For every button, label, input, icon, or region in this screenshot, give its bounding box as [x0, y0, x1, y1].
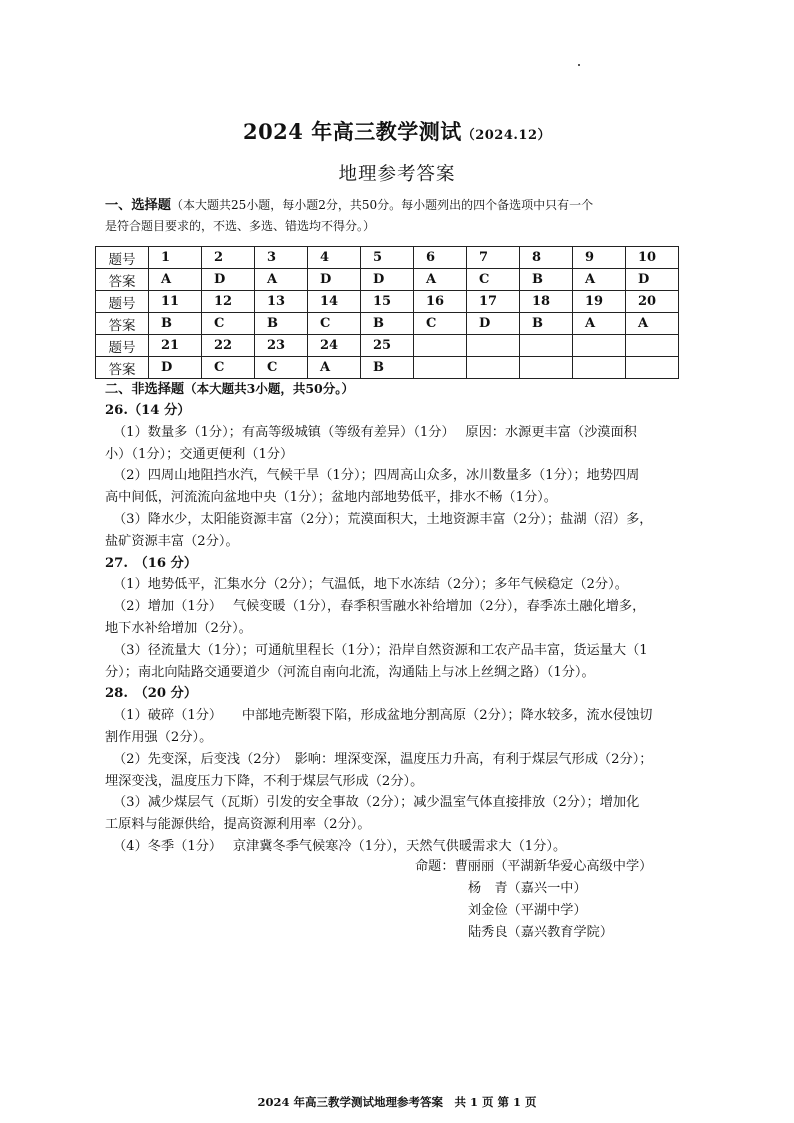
question-number-cell: 24 [308, 335, 361, 357]
answer-cell: D [361, 269, 414, 291]
question-number-label: 题号 [96, 335, 149, 357]
answers-body [105, 400, 695, 858]
q28-line-1: （1）破碎（1分） 中部地壳断裂下陷，形成盆地分割高原（2分）；降水较多，流水侵蚀切 [113, 708, 653, 724]
answer-row [96, 313, 679, 335]
question-number-cell: 11 [149, 291, 202, 313]
section-choice-title: 一、选择题 [105, 198, 171, 213]
question-number-cell: 1 [149, 247, 202, 269]
answer-cell: D [149, 357, 202, 379]
question-number-cell: 4 [308, 247, 361, 269]
q28-line-6: 工原料与能源供给，提高资源利用率（2分）。 [105, 817, 371, 833]
question-number-label: 题号 [96, 247, 149, 269]
section-nonchoice-title: 二、非选择题 [105, 382, 185, 397]
answer-label: 答案 [96, 269, 149, 291]
question-number-cell: 8 [520, 247, 573, 269]
question-number-cell: 12 [202, 291, 255, 313]
answer-cell [573, 357, 626, 379]
answer-cell: A [626, 313, 679, 335]
answer-cell: D [467, 313, 520, 335]
q26-line-5: （3）降水少，太阳能资源丰富（2分）；荒漠面积大，土地资源丰富（2分）；盐湖（沼）多， [113, 511, 653, 527]
question-number-cell [414, 335, 467, 357]
answer-table [95, 246, 679, 379]
answer-cell: B [361, 313, 414, 335]
question-number-cell [573, 335, 626, 357]
section-nonchoice-heading [105, 379, 725, 400]
answer-cell: C [308, 313, 361, 335]
question-number-label: 题号 [96, 291, 149, 313]
question-number-row [96, 291, 679, 313]
answer-cell: A [308, 357, 361, 379]
section-choice-note: （本大题共25小题，每小题2分，共50分。每小题列出的四个备选项中只有一个 [170, 198, 594, 212]
q26-line-3: （2）四周山地阻挡水汽，气候干旱（1分）；四周高山众多，冰川数量多（1分）；地势四周 [113, 468, 640, 484]
author-credits [415, 856, 652, 944]
q28-line-5: （3）减少煤层气（瓦斯）引发的安全事故（2分）；减少温室气体直接排放（2分）；增加化 [113, 795, 640, 811]
question-number-cell: 17 [467, 291, 520, 313]
answer-cell [467, 357, 520, 379]
q27-line-1: （1）地势低平，汇集水分（2分）；气温低，地下水冻结（2分）；多年气候稳定（2分）。 [113, 577, 628, 593]
q28-line-4: 埋深变浅，温度压力下降，不利于煤层气形成（2分）。 [105, 773, 424, 789]
q26-line-6: 盐矿资源丰富（2分）。 [105, 533, 239, 549]
q27-line-4: （3）径流量大（1分）；可通航里程长（1分）；沿岸自然资源和工农产品丰富，货运量大（1 [113, 642, 648, 658]
question-number-cell: 10 [626, 247, 679, 269]
title-date: （2024.12） [461, 128, 552, 143]
question-number-cell: 21 [149, 335, 202, 357]
page-footer: 2024 年高三教学测试地理参考答案 共 1 页 第 1 页 [257, 1095, 537, 1109]
section-choice-heading [105, 195, 705, 237]
q28-line-2: 割作用强（2分）。 [105, 729, 213, 745]
answer-cell: D [308, 269, 361, 291]
credit-author: 杨 青（嘉兴一中） [468, 881, 587, 896]
q26-heading: 26.（14 分） [105, 403, 191, 418]
page-title [0, 116, 794, 146]
question-number-row [96, 247, 679, 269]
section-nonchoice-note: （本大题共3小题，共50分。） [184, 381, 354, 396]
question-number-cell: 7 [467, 247, 520, 269]
question-number-cell: 22 [202, 335, 255, 357]
answer-cell: B [149, 313, 202, 335]
question-number-cell: 2 [202, 247, 255, 269]
q26-line-1: （1）数量多（1分）；有高等级城镇（等级有差异）（1分） 原因：水源更丰富（沙漠面积 [113, 424, 637, 440]
question-number-cell: 14 [308, 291, 361, 313]
question-number-cell: 25 [361, 335, 414, 357]
answer-cell: A [573, 313, 626, 335]
answer-cell: A [149, 269, 202, 291]
q26-line-2: 小）（1分）；交通更便利（1分） [105, 446, 294, 462]
question-number-cell: 20 [626, 291, 679, 313]
question-number-cell [520, 335, 573, 357]
credit-author: 陆秀良（嘉兴教育学院） [468, 925, 614, 940]
section-choice-note-2: 是符合题目要求的，不选、多选、错选均不得分。） [105, 219, 376, 233]
answer-cell: B [255, 313, 308, 335]
question-number-cell: 16 [414, 291, 467, 313]
answer-cell: B [520, 313, 573, 335]
question-number-cell: 18 [520, 291, 573, 313]
answer-cell: C [255, 357, 308, 379]
answer-cell: A [414, 269, 467, 291]
answer-cell: C [414, 313, 467, 335]
question-number-cell: 6 [414, 247, 467, 269]
question-number-cell: 13 [255, 291, 308, 313]
answer-row [96, 357, 679, 379]
question-number-row [96, 335, 679, 357]
credit-author: 刘金俭（平湖中学） [468, 903, 587, 918]
q27-line-3: 地下水补给增加（2分）。 [105, 620, 252, 636]
title-text: 2024 年高三教学测试 [242, 119, 462, 144]
q27-line-5: 分）；南北向陆路交通要道少（河流自南向北流，沟通陆上与冰上丝绸之路）（1分）。 [105, 664, 595, 680]
answer-cell: B [520, 269, 573, 291]
question-number-cell: 5 [361, 247, 414, 269]
question-number-cell [626, 335, 679, 357]
answer-cell: A [255, 269, 308, 291]
question-number-cell [467, 335, 520, 357]
answer-cell: D [202, 269, 255, 291]
credit-author: 曹丽丽（平湖新华爱心高级中学） [454, 859, 653, 874]
scan-speck [578, 64, 580, 66]
answer-cell: C [202, 357, 255, 379]
q27-line-2: （2）增加（1分） 气候变暖（1分），春季积雪融水补给增加（2分），春季冻土融化增多， [113, 599, 646, 615]
question-number-cell: 19 [573, 291, 626, 313]
answer-cell: C [202, 313, 255, 335]
answer-cell [626, 357, 679, 379]
answer-row [96, 269, 679, 291]
credits-label: 命题： [415, 859, 455, 874]
question-number-cell: 9 [573, 247, 626, 269]
answer-cell [414, 357, 467, 379]
q28-line-7: （4）冬季（1分） 京津冀冬季气候寒冷（1分），天然气供暖需求大（1分）。 [113, 838, 567, 854]
answer-cell: D [626, 269, 679, 291]
answer-label: 答案 [96, 313, 149, 335]
answer-cell: A [573, 269, 626, 291]
answer-label: 答案 [96, 357, 149, 379]
q27-heading: 27. （16 分） [105, 555, 198, 571]
q26-line-4: 高中间低，河流流向盆地中央（1分）；盆地内部地势低平，排水不畅（1分）。 [105, 490, 557, 506]
question-number-cell: 23 [255, 335, 308, 357]
question-number-cell: 15 [361, 291, 414, 313]
answer-cell [520, 357, 573, 379]
question-number-cell: 3 [255, 247, 308, 269]
q28-heading: 28. （20 分） [105, 686, 198, 702]
answer-cell: C [467, 269, 520, 291]
q28-line-3: （2）先变深，后变浅（2分） 影响：埋深变深，温度压力升高，有利于煤层气形成（2分）； [113, 751, 653, 767]
answer-cell: B [361, 357, 414, 379]
page-subtitle: 地理参考答案 [338, 164, 456, 185]
